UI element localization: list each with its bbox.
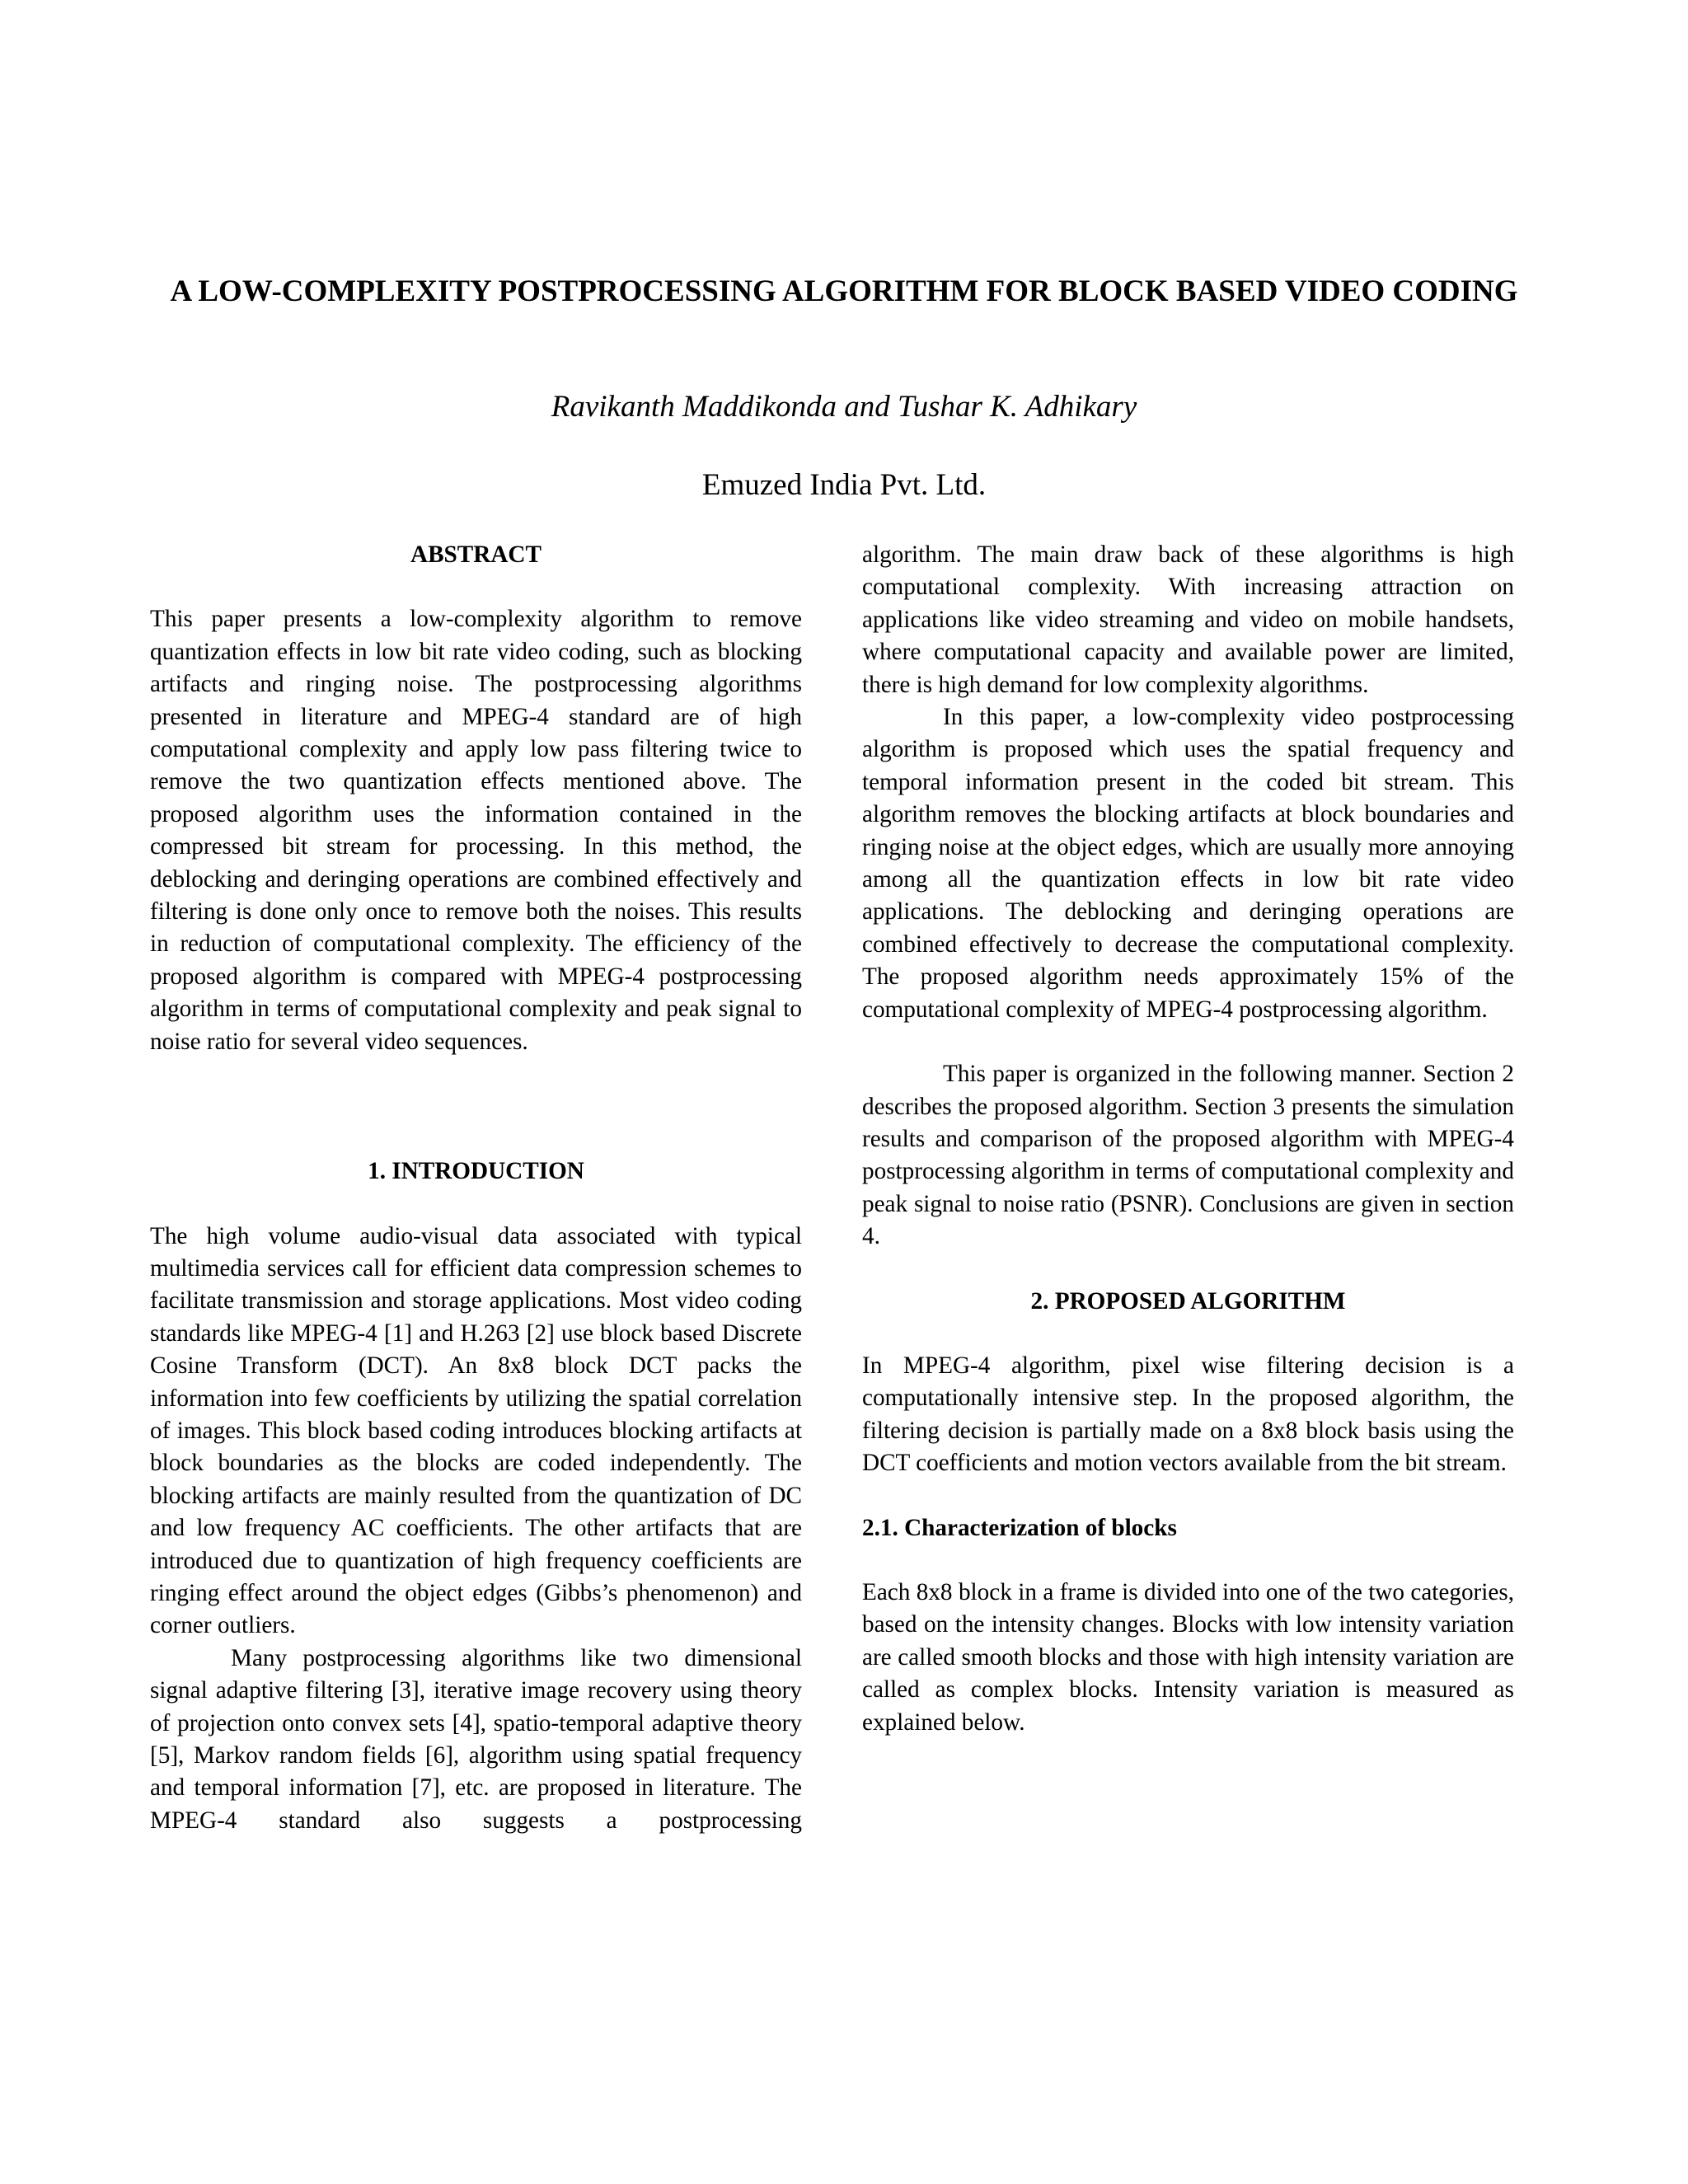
characterization-subheading: 2.1. Characterization of blocks bbox=[862, 1514, 1177, 1541]
proposed-algorithm-heading: 2. PROPOSED ALGORITHM bbox=[1030, 1287, 1346, 1315]
abstract-text: This paper presents a low-complexity algorithm to remove quantization effects in low bit rate video coding, such as blocking artifacts and ringing noise. The postprocessing algorithms presented in literature and MPEG-4 standard are of high computational complexity and apply low pass filtering twice to remove the two quantization effects mentioned above. The proposed algorithm uses the information contained in the compressed bit stream for processing. In this method, the deblocking and deringing operations are combined effectively and filtering is done only once to remove both the noises. This results in reduction of computational complexity. The efficiency of the proposed algorithm is compared with MPEG-4 postprocessing algorithm in terms of computational complexity and peak signal to noise ratio for several video sequences. bbox=[150, 606, 802, 1055]
paper-authors: Ravikanth Maddikonda and Tushar K. Adhikary bbox=[551, 390, 1137, 424]
introduction-paragraph-2-continued: algorithm. The main draw back of these algorithms is high computational complexity. With increasing attraction on applications like video streaming and video on mobile handsets, where computational capacity and available power are limited, there is high demand for low complexity algorithms. bbox=[862, 541, 1514, 698]
introduction-paragraph-4: This paper is organized in the following manner. Section 2 describes the proposed algorithm. Section 3 presents the simulation results and comparison of the proposed algorithm with MPEG-4 postprocessing algorithm in terms of computational complexity and peak signal to noise ratio (PSNR). Conclusions are given in section 4. bbox=[862, 1061, 1514, 1250]
paper-affiliation: Emuzed India Pvt. Ltd. bbox=[701, 468, 987, 502]
left-column bbox=[150, 539, 802, 1837]
introduction-paragraph-3: In this paper, a low-complexity video postprocessing algorithm is proposed which uses the spatial frequency and temporal information present in the coded bit stream. This algorithm removes the blocking artifacts at block boundaries and ringing noise at the object edges, which are usually more annoying among all the quantization effects in low bit rate video applications. The deblocking and deringing operations are combined effectively to decrease the computational complexity. The proposed algorithm needs approximately 15% of the computational complexity of MPEG-4 postprocessing algorithm. bbox=[862, 704, 1514, 1023]
characterization-paragraph: Each 8x8 block in a frame is divided into one of the two categories, based on the intensity changes. Blocks with low intensity variation are called smooth blocks and those with high intensity variation are called as complex blocks. Intensity variation is measured as explained below. bbox=[862, 1578, 1514, 1736]
introduction-heading: 1. INTRODUCTION bbox=[368, 1158, 584, 1185]
proposed-algorithm-paragraph-1: In MPEG-4 algorithm, pixel wise filtering decision is a computationally intensive step. In the proposed algorithm, the filtering decision is partially made on a 8x8 block basis using the DCT coefficients and motion vectors available from the bit stream. bbox=[862, 1352, 1514, 1477]
right-column bbox=[862, 539, 1514, 1739]
abstract-heading: ABSTRACT bbox=[410, 541, 542, 568]
introduction-paragraph-2: Many postprocessing algorithms like two dimensional signal adaptive filtering [3], iterative image recovery using theory of projection onto convex sets [4], spatio-temporal adaptive theory [5], Markov random fields [6], algorithm using spatial frequency and temporal information [7], etc. are proposed in literature. The MPEG-4 standard also suggests a postprocessing bbox=[150, 1644, 802, 1834]
introduction-paragraph-1: The high volume audio-visual data associated with typical multimedia services call for efficient data compression schemes to facilitate transmission and storage applications. Most video coding standards like MPEG-4 [1] and H.263 [2] use block based Discrete Cosine Transform (DCT). An 8x8 block DCT packs the information into few coefficients by utilizing the spatial correlation of images. This block based coding introduces blocking artifacts at block boundaries as the blocks are coded independently. The blocking artifacts are mainly resulted from the quantization of DC and low frequency AC coefficients. The other artifacts that are introduced due to quantization of high frequency coefficients are ringing effect around the object edges (Gibbs’s phenomenon) and corner outliers. bbox=[150, 1222, 802, 1639]
paper-title: A LOW-COMPLEXITY POSTPROCESSING ALGORITHM FOR BLOCK BASED VIDEO CODING bbox=[170, 274, 1518, 308]
